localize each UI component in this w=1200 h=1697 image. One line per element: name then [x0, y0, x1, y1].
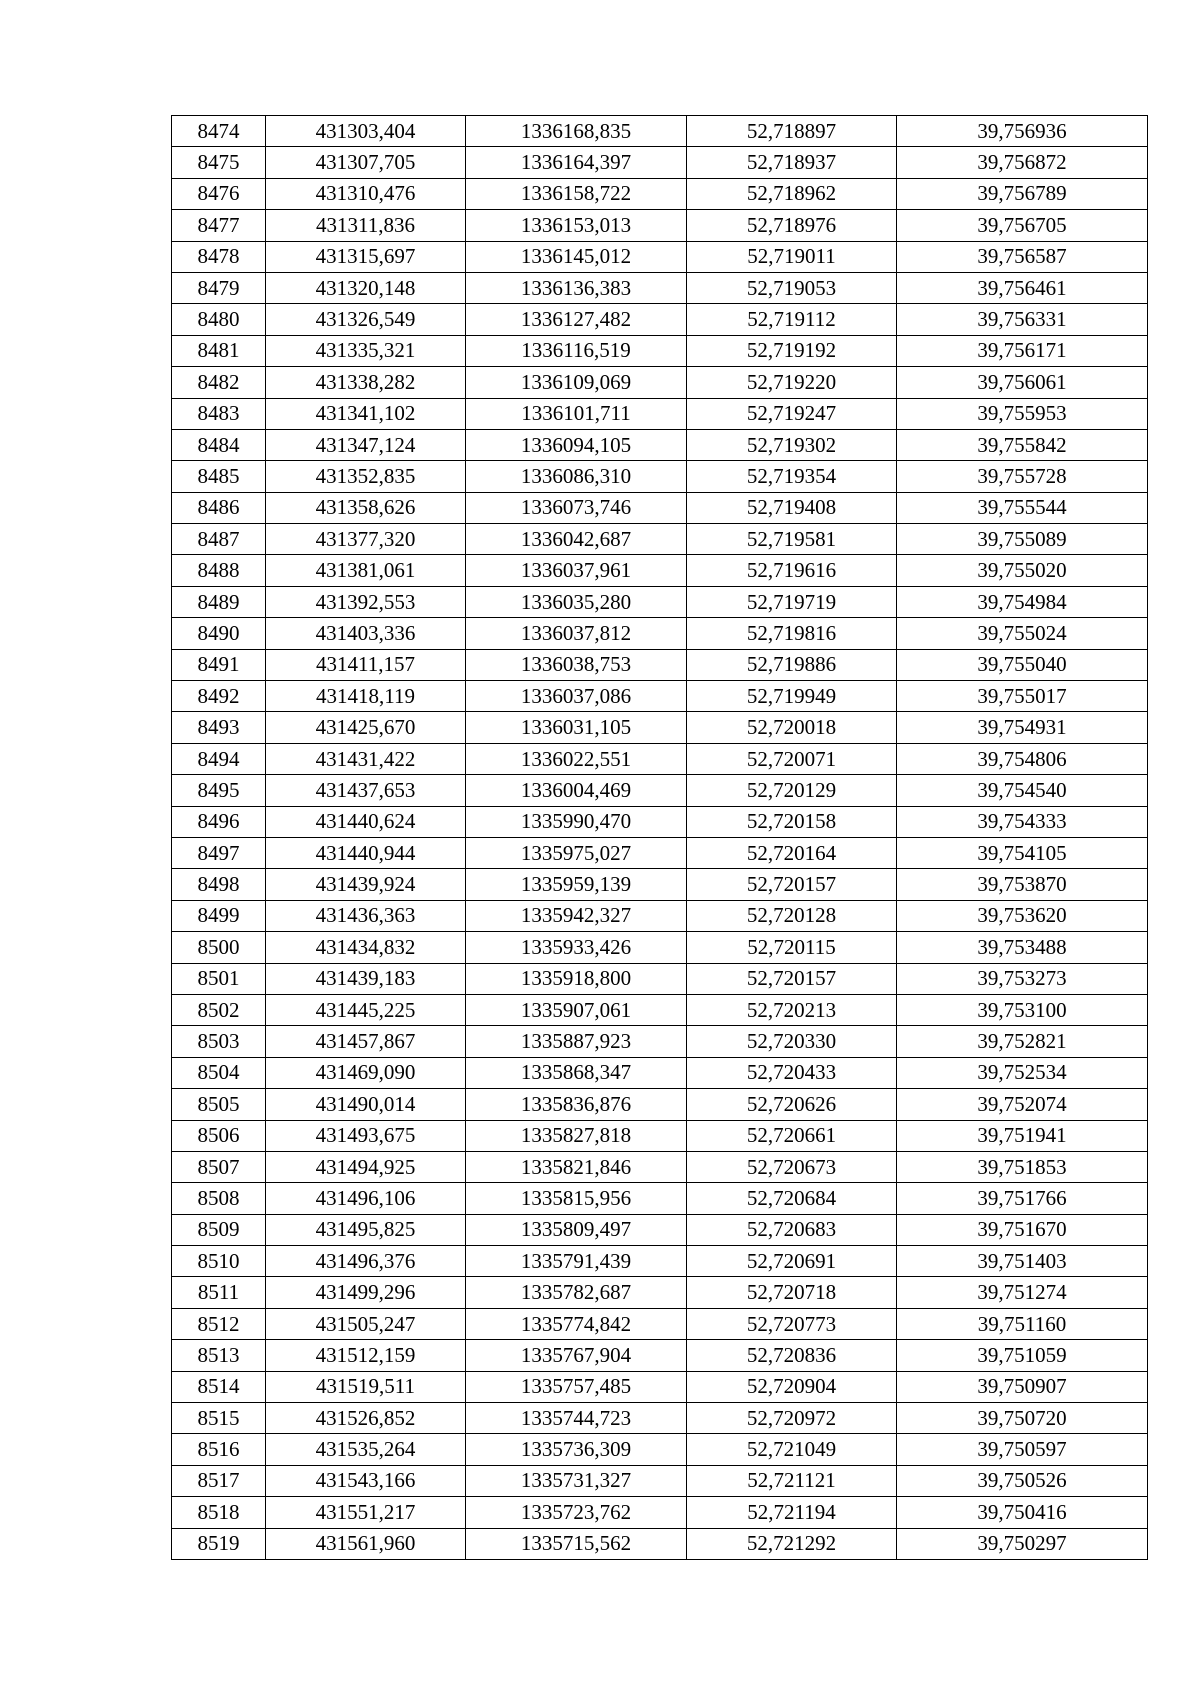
table-row [172, 241, 1148, 272]
table-row [172, 210, 1148, 241]
latitude-cell: 52,720330 [687, 1026, 897, 1057]
y-coordinate-cell: 1336038,753 [466, 649, 687, 680]
point-number-cell: 8516 [172, 1434, 266, 1465]
point-number-cell: 8501 [172, 963, 266, 994]
y-coordinate-cell: 1336022,551 [466, 743, 687, 774]
x-coordinate-cell: 431315,697 [266, 241, 466, 272]
latitude-cell: 52,720684 [687, 1183, 897, 1214]
x-coordinate-cell: 431496,376 [266, 1246, 466, 1277]
longitude-cell: 39,752534 [897, 1057, 1148, 1088]
latitude-cell: 52,719011 [687, 241, 897, 272]
point-number-cell: 8475 [172, 147, 266, 178]
point-number-cell: 8488 [172, 555, 266, 586]
table-row [172, 1214, 1148, 1245]
latitude-cell: 52,720115 [687, 932, 897, 963]
x-coordinate-cell: 431392,553 [266, 586, 466, 617]
table-row [172, 869, 1148, 900]
longitude-cell: 39,751403 [897, 1246, 1148, 1277]
latitude-cell: 52,719220 [687, 367, 897, 398]
y-coordinate-cell: 1335767,904 [466, 1340, 687, 1371]
table-row [172, 900, 1148, 931]
longitude-cell: 39,753620 [897, 900, 1148, 931]
latitude-cell: 52,719302 [687, 429, 897, 460]
x-coordinate-cell: 431496,106 [266, 1183, 466, 1214]
longitude-cell: 39,751853 [897, 1151, 1148, 1182]
y-coordinate-cell: 1336116,519 [466, 335, 687, 366]
y-coordinate-cell: 1336035,280 [466, 586, 687, 617]
x-coordinate-cell: 431411,157 [266, 649, 466, 680]
y-coordinate-cell: 1335918,800 [466, 963, 687, 994]
point-number-cell: 8491 [172, 649, 266, 680]
longitude-cell: 39,756789 [897, 178, 1148, 209]
latitude-cell: 52,719053 [687, 272, 897, 303]
latitude-cell: 52,720904 [687, 1371, 897, 1402]
y-coordinate-cell: 1336037,086 [466, 681, 687, 712]
longitude-cell: 39,750416 [897, 1497, 1148, 1528]
latitude-cell: 52,720972 [687, 1403, 897, 1434]
x-coordinate-cell: 431377,320 [266, 524, 466, 555]
x-coordinate-cell: 431543,166 [266, 1465, 466, 1496]
latitude-cell: 52,720018 [687, 712, 897, 743]
latitude-cell: 52,720626 [687, 1089, 897, 1120]
latitude-cell: 52,720157 [687, 963, 897, 994]
table-row [172, 649, 1148, 680]
latitude-cell: 52,721194 [687, 1497, 897, 1528]
x-coordinate-cell: 431436,363 [266, 900, 466, 931]
point-number-cell: 8490 [172, 618, 266, 649]
longitude-cell: 39,752074 [897, 1089, 1148, 1120]
table-row [172, 1183, 1148, 1214]
latitude-cell: 52,719949 [687, 681, 897, 712]
longitude-cell: 39,750720 [897, 1403, 1148, 1434]
longitude-cell: 39,755017 [897, 681, 1148, 712]
longitude-cell: 39,751160 [897, 1308, 1148, 1339]
point-number-cell: 8500 [172, 932, 266, 963]
y-coordinate-cell: 1336158,722 [466, 178, 687, 209]
point-number-cell: 8497 [172, 837, 266, 868]
longitude-cell: 39,755040 [897, 649, 1148, 680]
y-coordinate-cell: 1336127,482 [466, 304, 687, 335]
latitude-cell: 52,720433 [687, 1057, 897, 1088]
coordinates-table [171, 115, 1148, 1560]
point-number-cell: 8519 [172, 1528, 266, 1559]
latitude-cell: 52,720683 [687, 1214, 897, 1245]
longitude-cell: 39,755020 [897, 555, 1148, 586]
point-number-cell: 8477 [172, 210, 266, 241]
y-coordinate-cell: 1336073,746 [466, 492, 687, 523]
x-coordinate-cell: 431493,675 [266, 1120, 466, 1151]
x-coordinate-cell: 431338,282 [266, 367, 466, 398]
point-number-cell: 8504 [172, 1057, 266, 1088]
longitude-cell: 39,750297 [897, 1528, 1148, 1559]
longitude-cell: 39,754931 [897, 712, 1148, 743]
latitude-cell: 52,719616 [687, 555, 897, 586]
table-row [172, 1434, 1148, 1465]
x-coordinate-cell: 431439,924 [266, 869, 466, 900]
table-row [172, 743, 1148, 774]
latitude-cell: 52,719581 [687, 524, 897, 555]
table-row [172, 1528, 1148, 1559]
table-row [172, 147, 1148, 178]
latitude-cell: 52,719719 [687, 586, 897, 617]
y-coordinate-cell: 1335933,426 [466, 932, 687, 963]
point-number-cell: 8513 [172, 1340, 266, 1371]
point-number-cell: 8486 [172, 492, 266, 523]
y-coordinate-cell: 1335774,842 [466, 1308, 687, 1339]
table-row [172, 1089, 1148, 1120]
longitude-cell: 39,753488 [897, 932, 1148, 963]
latitude-cell: 52,720157 [687, 869, 897, 900]
table-row [172, 555, 1148, 586]
table-row [172, 681, 1148, 712]
longitude-cell: 39,755953 [897, 398, 1148, 429]
point-number-cell: 8518 [172, 1497, 266, 1528]
point-number-cell: 8514 [172, 1371, 266, 1402]
longitude-cell: 39,756936 [897, 116, 1148, 147]
point-number-cell: 8509 [172, 1214, 266, 1245]
table-row [172, 1246, 1148, 1277]
y-coordinate-cell: 1336101,711 [466, 398, 687, 429]
x-coordinate-cell: 431469,090 [266, 1057, 466, 1088]
table-row [172, 712, 1148, 743]
point-number-cell: 8483 [172, 398, 266, 429]
point-number-cell: 8503 [172, 1026, 266, 1057]
table-row [172, 1340, 1148, 1371]
point-number-cell: 8482 [172, 367, 266, 398]
latitude-cell: 52,720836 [687, 1340, 897, 1371]
latitude-cell: 52,720213 [687, 994, 897, 1025]
y-coordinate-cell: 1336004,469 [466, 775, 687, 806]
latitude-cell: 52,719886 [687, 649, 897, 680]
longitude-cell: 39,750526 [897, 1465, 1148, 1496]
table-row [172, 837, 1148, 868]
x-coordinate-cell: 431320,148 [266, 272, 466, 303]
x-coordinate-cell: 431494,925 [266, 1151, 466, 1182]
longitude-cell: 39,754105 [897, 837, 1148, 868]
x-coordinate-cell: 431431,422 [266, 743, 466, 774]
latitude-cell: 52,718976 [687, 210, 897, 241]
longitude-cell: 39,752821 [897, 1026, 1148, 1057]
x-coordinate-cell: 431352,835 [266, 461, 466, 492]
latitude-cell: 52,719408 [687, 492, 897, 523]
longitude-cell: 39,755544 [897, 492, 1148, 523]
latitude-cell: 52,720164 [687, 837, 897, 868]
y-coordinate-cell: 1336153,013 [466, 210, 687, 241]
x-coordinate-cell: 431311,836 [266, 210, 466, 241]
latitude-cell: 52,720661 [687, 1120, 897, 1151]
latitude-cell: 52,719354 [687, 461, 897, 492]
y-coordinate-cell: 1336042,687 [466, 524, 687, 555]
x-coordinate-cell: 431561,960 [266, 1528, 466, 1559]
longitude-cell: 39,751059 [897, 1340, 1148, 1371]
point-number-cell: 8493 [172, 712, 266, 743]
longitude-cell: 39,756461 [897, 272, 1148, 303]
x-coordinate-cell: 431437,653 [266, 775, 466, 806]
table-row [172, 461, 1148, 492]
point-number-cell: 8511 [172, 1277, 266, 1308]
table-row [172, 1403, 1148, 1434]
point-number-cell: 8484 [172, 429, 266, 460]
latitude-cell: 52,718937 [687, 147, 897, 178]
latitude-cell: 52,719816 [687, 618, 897, 649]
point-number-cell: 8476 [172, 178, 266, 209]
table-row [172, 116, 1148, 147]
longitude-cell: 39,756171 [897, 335, 1148, 366]
x-coordinate-cell: 431310,476 [266, 178, 466, 209]
table-row [172, 367, 1148, 398]
latitude-cell: 52,720129 [687, 775, 897, 806]
latitude-cell: 52,721292 [687, 1528, 897, 1559]
table-row [172, 963, 1148, 994]
x-coordinate-cell: 431303,404 [266, 116, 466, 147]
latitude-cell: 52,721049 [687, 1434, 897, 1465]
table-row [172, 586, 1148, 617]
x-coordinate-cell: 431551,217 [266, 1497, 466, 1528]
x-coordinate-cell: 431495,825 [266, 1214, 466, 1245]
y-coordinate-cell: 1335959,139 [466, 869, 687, 900]
y-coordinate-cell: 1335757,485 [466, 1371, 687, 1402]
longitude-cell: 39,755089 [897, 524, 1148, 555]
y-coordinate-cell: 1336136,383 [466, 272, 687, 303]
x-coordinate-cell: 431403,336 [266, 618, 466, 649]
y-coordinate-cell: 1335868,347 [466, 1057, 687, 1088]
latitude-cell: 52,720158 [687, 806, 897, 837]
point-number-cell: 8502 [172, 994, 266, 1025]
table-row [172, 1308, 1148, 1339]
y-coordinate-cell: 1335736,309 [466, 1434, 687, 1465]
table-row [172, 994, 1148, 1025]
table-row [172, 335, 1148, 366]
x-coordinate-cell: 431499,296 [266, 1277, 466, 1308]
table-row [172, 1371, 1148, 1402]
x-coordinate-cell: 431358,626 [266, 492, 466, 523]
table-row [172, 1151, 1148, 1182]
longitude-cell: 39,753100 [897, 994, 1148, 1025]
y-coordinate-cell: 1335942,327 [466, 900, 687, 931]
x-coordinate-cell: 431512,159 [266, 1340, 466, 1371]
x-coordinate-cell: 431307,705 [266, 147, 466, 178]
point-number-cell: 8498 [172, 869, 266, 900]
y-coordinate-cell: 1335731,327 [466, 1465, 687, 1496]
longitude-cell: 39,754540 [897, 775, 1148, 806]
latitude-cell: 52,718897 [687, 116, 897, 147]
x-coordinate-cell: 431490,014 [266, 1089, 466, 1120]
y-coordinate-cell: 1335990,470 [466, 806, 687, 837]
latitude-cell: 52,720773 [687, 1308, 897, 1339]
point-number-cell: 8481 [172, 335, 266, 366]
table-row [172, 1465, 1148, 1496]
longitude-cell: 39,754806 [897, 743, 1148, 774]
table-row [172, 1120, 1148, 1151]
x-coordinate-cell: 431526,852 [266, 1403, 466, 1434]
point-number-cell: 8495 [172, 775, 266, 806]
point-number-cell: 8479 [172, 272, 266, 303]
point-number-cell: 8499 [172, 900, 266, 931]
x-coordinate-cell: 431326,549 [266, 304, 466, 335]
latitude-cell: 52,721121 [687, 1465, 897, 1496]
point-number-cell: 8480 [172, 304, 266, 335]
y-coordinate-cell: 1335715,562 [466, 1528, 687, 1559]
y-coordinate-cell: 1335907,061 [466, 994, 687, 1025]
x-coordinate-cell: 431519,511 [266, 1371, 466, 1402]
latitude-cell: 52,719192 [687, 335, 897, 366]
latitude-cell: 52,720691 [687, 1246, 897, 1277]
y-coordinate-cell: 1336086,310 [466, 461, 687, 492]
x-coordinate-cell: 431341,102 [266, 398, 466, 429]
longitude-cell: 39,751766 [897, 1183, 1148, 1214]
table-row [172, 304, 1148, 335]
point-number-cell: 8505 [172, 1089, 266, 1120]
longitude-cell: 39,756331 [897, 304, 1148, 335]
table-row [172, 618, 1148, 649]
point-number-cell: 8506 [172, 1120, 266, 1151]
latitude-cell: 52,720071 [687, 743, 897, 774]
point-number-cell: 8492 [172, 681, 266, 712]
longitude-cell: 39,756872 [897, 147, 1148, 178]
longitude-cell: 39,756705 [897, 210, 1148, 241]
y-coordinate-cell: 1335815,956 [466, 1183, 687, 1214]
y-coordinate-cell: 1335809,497 [466, 1214, 687, 1245]
x-coordinate-cell: 431445,225 [266, 994, 466, 1025]
longitude-cell: 39,750907 [897, 1371, 1148, 1402]
table-row [172, 429, 1148, 460]
point-number-cell: 8494 [172, 743, 266, 774]
y-coordinate-cell: 1336168,835 [466, 116, 687, 147]
table-row [172, 806, 1148, 837]
x-coordinate-cell: 431418,119 [266, 681, 466, 712]
y-coordinate-cell: 1335827,818 [466, 1120, 687, 1151]
longitude-cell: 39,755842 [897, 429, 1148, 460]
point-number-cell: 8474 [172, 116, 266, 147]
table-row [172, 1057, 1148, 1088]
table-row [172, 1026, 1148, 1057]
y-coordinate-cell: 1335887,923 [466, 1026, 687, 1057]
y-coordinate-cell: 1336037,961 [466, 555, 687, 586]
x-coordinate-cell: 431381,061 [266, 555, 466, 586]
point-number-cell: 8512 [172, 1308, 266, 1339]
latitude-cell: 52,720673 [687, 1151, 897, 1182]
x-coordinate-cell: 431425,670 [266, 712, 466, 743]
point-number-cell: 8517 [172, 1465, 266, 1496]
point-number-cell: 8487 [172, 524, 266, 555]
table-row [172, 1497, 1148, 1528]
point-number-cell: 8478 [172, 241, 266, 272]
x-coordinate-cell: 431439,183 [266, 963, 466, 994]
point-number-cell: 8515 [172, 1403, 266, 1434]
x-coordinate-cell: 431535,264 [266, 1434, 466, 1465]
point-number-cell: 8510 [172, 1246, 266, 1277]
y-coordinate-cell: 1336094,105 [466, 429, 687, 460]
y-coordinate-cell: 1336109,069 [466, 367, 687, 398]
y-coordinate-cell: 1335821,846 [466, 1151, 687, 1182]
longitude-cell: 39,755728 [897, 461, 1148, 492]
y-coordinate-cell: 1336164,397 [466, 147, 687, 178]
longitude-cell: 39,756587 [897, 241, 1148, 272]
table-row [172, 178, 1148, 209]
x-coordinate-cell: 431440,624 [266, 806, 466, 837]
latitude-cell: 52,719247 [687, 398, 897, 429]
latitude-cell: 52,720718 [687, 1277, 897, 1308]
y-coordinate-cell: 1335744,723 [466, 1403, 687, 1434]
point-number-cell: 8508 [172, 1183, 266, 1214]
table-row [172, 524, 1148, 555]
table-row [172, 398, 1148, 429]
table-row [172, 932, 1148, 963]
table-row [172, 775, 1148, 806]
table-row [172, 492, 1148, 523]
longitude-cell: 39,750597 [897, 1434, 1148, 1465]
y-coordinate-cell: 1335782,687 [466, 1277, 687, 1308]
latitude-cell: 52,719112 [687, 304, 897, 335]
x-coordinate-cell: 431457,867 [266, 1026, 466, 1057]
point-number-cell: 8496 [172, 806, 266, 837]
longitude-cell: 39,751274 [897, 1277, 1148, 1308]
x-coordinate-cell: 431335,321 [266, 335, 466, 366]
y-coordinate-cell: 1336145,012 [466, 241, 687, 272]
longitude-cell: 39,751670 [897, 1214, 1148, 1245]
x-coordinate-cell: 431505,247 [266, 1308, 466, 1339]
longitude-cell: 39,754984 [897, 586, 1148, 617]
y-coordinate-cell: 1336037,812 [466, 618, 687, 649]
latitude-cell: 52,718962 [687, 178, 897, 209]
y-coordinate-cell: 1335723,762 [466, 1497, 687, 1528]
longitude-cell: 39,754333 [897, 806, 1148, 837]
coordinates-table-body [172, 116, 1148, 1560]
longitude-cell: 39,755024 [897, 618, 1148, 649]
x-coordinate-cell: 431347,124 [266, 429, 466, 460]
point-number-cell: 8485 [172, 461, 266, 492]
x-coordinate-cell: 431434,832 [266, 932, 466, 963]
y-coordinate-cell: 1335836,876 [466, 1089, 687, 1120]
longitude-cell: 39,753273 [897, 963, 1148, 994]
longitude-cell: 39,753870 [897, 869, 1148, 900]
y-coordinate-cell: 1335791,439 [466, 1246, 687, 1277]
table-row [172, 272, 1148, 303]
y-coordinate-cell: 1336031,105 [466, 712, 687, 743]
longitude-cell: 39,751941 [897, 1120, 1148, 1151]
table-row [172, 1277, 1148, 1308]
latitude-cell: 52,720128 [687, 900, 897, 931]
longitude-cell: 39,756061 [897, 367, 1148, 398]
y-coordinate-cell: 1335975,027 [466, 837, 687, 868]
point-number-cell: 8489 [172, 586, 266, 617]
x-coordinate-cell: 431440,944 [266, 837, 466, 868]
point-number-cell: 8507 [172, 1151, 266, 1182]
